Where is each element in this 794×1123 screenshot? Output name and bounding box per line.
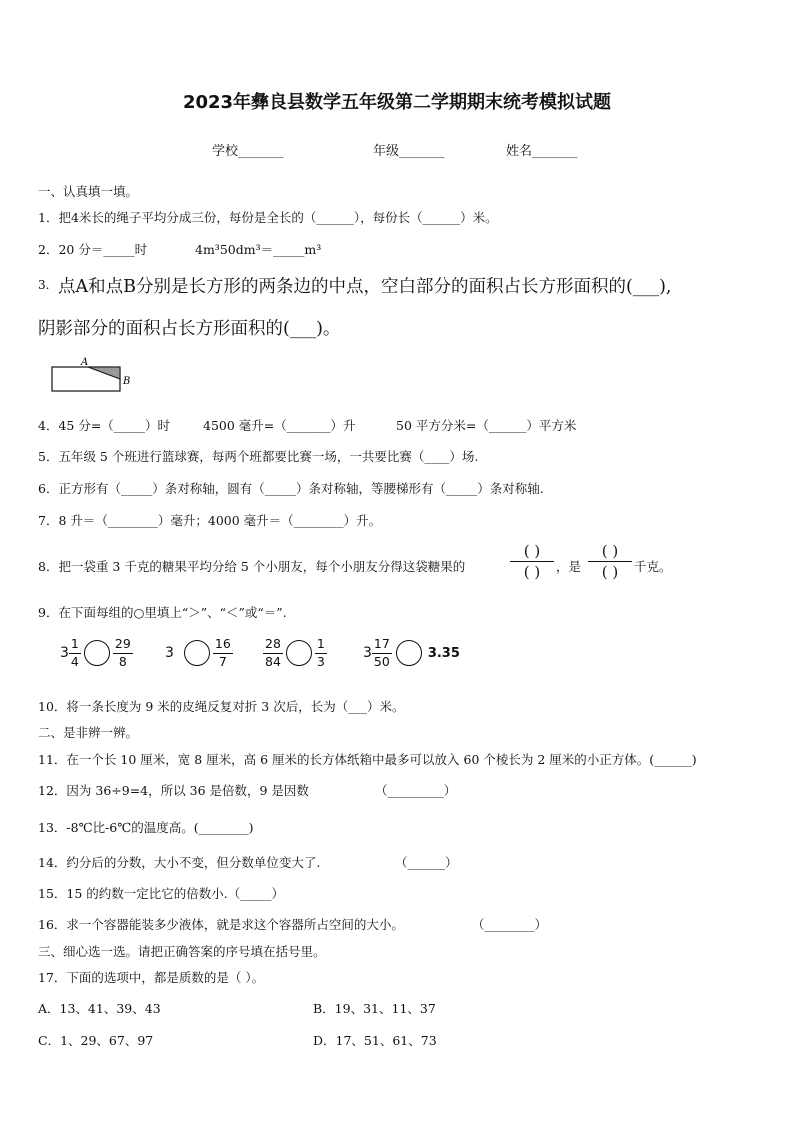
compare-group-a [60,638,133,668]
question-8-fraction-1 [510,541,554,582]
denominator: 8 [118,653,127,669]
question-5: 5．五年级 5 个班进行篮球赛，每两个班都要比赛一场，一共要比赛（____）场. [38,449,479,464]
denominator: 84 [265,653,281,669]
question-2a: 2．20 分＝_____时 [38,242,148,257]
numerator: 28 [263,638,283,654]
question-3-line-2: 阴影部分的面积占长方形面积的(___)。 [38,319,341,339]
fraction-2-numerator: ( ) [601,542,619,560]
question-4c: 50 平方分米=（______）平方米 [396,418,577,433]
fraction-1-numerator: ( ) [523,542,541,560]
compare-circle[interactable] [84,640,110,666]
grade-field: 年级_______ [373,144,445,159]
question-2b: 4m³50dm³＝_____m³ [195,242,322,257]
question-6: 6．正方形有（_____）条对称轴，圆有（_____）条对称轴，等腰梯形有（_____）条对称轴. [38,481,544,496]
question-13: 13．-8℃比-6℃的温度高。(________) [38,820,254,835]
question-3-line-1: 点A和点B分别是长方形的两条边的中点，空白部分的面积占长方形面积的(___), [58,277,672,297]
numerator: 29 [113,638,133,654]
option-a: A．13、41、39、43 [38,1001,161,1016]
question-7: 7．8 升＝（________）毫升；4000 毫升＝（________）升。 [38,513,382,528]
denominator: 7 [218,653,227,669]
fraction-1-denominator: ( ) [523,563,541,581]
question-8-fraction-2 [588,541,632,582]
whole-number: 3 [363,645,372,661]
question-16-answer: （________） [472,917,548,932]
question-10: 10．将一条长度为 9 米的皮绳反复对折 3 次后，长为（___）米。 [38,699,405,714]
whole-number: 3 [165,645,174,661]
question-9: 9．在下面每组的○里填上“＞”、“＜”或“＝”. [38,605,287,620]
question-12: 12．因为 36÷9=4，所以 36 是倍数，9 是因数 [38,783,309,798]
section-3-heading: 三、细心选一选。请把正确答案的序号填在括号里。 [38,944,326,959]
compare-group-d [363,638,460,668]
question-14: 14．约分后的分数，大小不变，但分数单位变大了. [38,855,321,870]
question-14-answer: （______） [395,855,458,870]
question-17: 17．下面的选项中，都是质数的是（ ）。 [38,970,265,985]
section-1-heading: 一、认真填一填。 [38,184,139,199]
question-12-answer: （_________） [375,783,457,798]
question-4b: 4500 毫升=（_______）升 [203,418,356,433]
compare-group-c [263,638,327,668]
denominator: 50 [373,653,390,669]
question-8-mid: ，是 [556,559,582,574]
numerator: 1 [315,638,327,654]
fraction-2-denominator: ( ) [601,563,619,581]
question-8-end: 千克。 [634,559,672,574]
name-field: 姓名_______ [506,144,578,159]
compare-circle[interactable] [396,640,422,666]
decimal-value: 3.35 [427,645,460,661]
page-title: 2023年彝良县数学五年级第二学期期末统考模拟试题 [182,92,612,113]
numerator: 16 [213,638,233,654]
question-3-number: 3. [38,278,50,292]
option-d: D．17、51、61、73 [313,1033,437,1048]
numerator: 1 [69,638,81,654]
compare-group-b [165,638,233,668]
option-c: C．1、29、67、97 [38,1033,154,1048]
option-b: B．19、31、11、37 [313,1001,436,1016]
compare-circle[interactable] [286,640,312,666]
compare-circle[interactable] [184,640,210,666]
question-4a: 4．45 分=（_____）时 [38,418,171,433]
question-16: 16．求一个容器能装多少液体，就是求这个容器所占空间的大小。 [38,917,404,932]
denominator: 4 [70,653,79,669]
denominator: 3 [316,653,325,669]
question-11: 11．在一个长 10 厘米，宽 8 厘米，高 6 厘米的长方体纸箱中最多可以放入 60 个棱长为 2 厘米的小正方体。(______) [38,752,697,767]
whole-number: 3 [60,645,69,661]
rectangle-diagram [48,355,138,395]
numerator: 17 [372,638,392,654]
school-field: 学校_______ [212,144,284,159]
point-a-label: A [81,357,89,368]
section-2-heading: 二、是非辨一辨。 [38,725,139,740]
question-8-text: 8．把一袋重 3 千克的糖果平均分给 5 个小朋友，每个小朋友分得这袋糖果的 [38,559,466,574]
point-b-label: B [123,376,131,387]
question-15: 15．15 的约数一定比它的倍数小.（_____） [38,886,285,901]
question-1: 1．把4米长的绳子平均分成三份，每份是全长的（______），每份长（______）米。 [38,210,498,225]
